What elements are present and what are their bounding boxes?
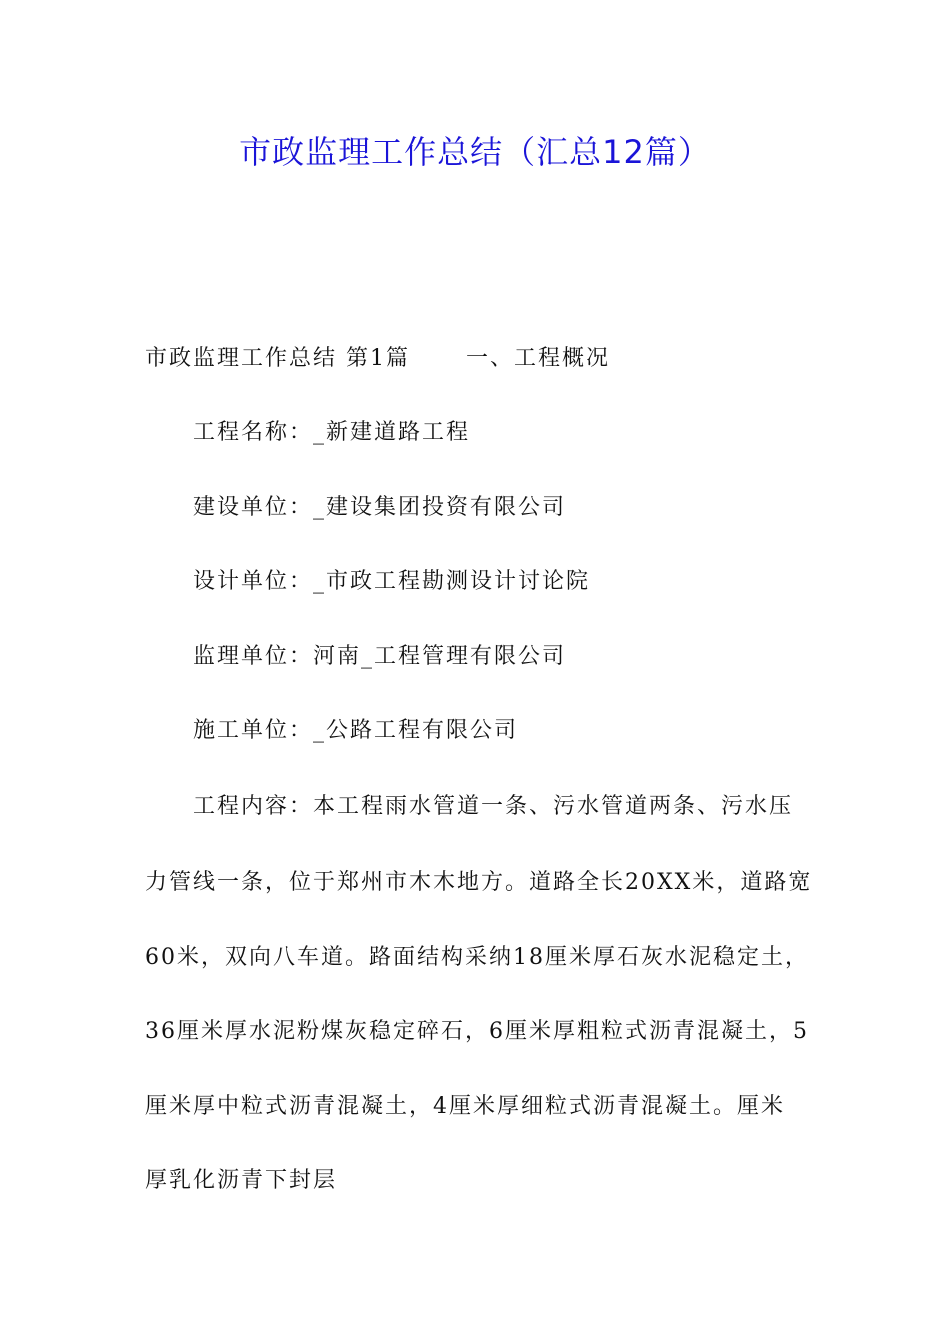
field-construction-unit: 建设单位：_建设集团投资有限公司 xyxy=(193,495,567,520)
document-title: 市政监理工作总结（汇总12篇） xyxy=(239,133,711,171)
content-line-5: 厘米厚中粒式沥青混凝土，4厘米厚细粒式沥青混凝土。厘米 xyxy=(145,1094,785,1119)
field-design-unit: 设计单位：_市政工程勘测设计讨论院 xyxy=(193,569,591,594)
section-heading-line xyxy=(145,344,610,374)
content-line-1: 工程内容：本工程雨水管道一条、污水管道两条、污水压 xyxy=(193,794,794,819)
field-project-name: 工程名称：_新建道路工程 xyxy=(193,420,471,445)
field-contractor-unit: 施工单位：_公路工程有限公司 xyxy=(193,718,519,743)
section-heading: 市政监理工作总结 第1篇 xyxy=(145,346,410,371)
content-line-3: 60米，双向八车道。路面结构采纳18厘米厚石灰水泥稳定土， xyxy=(145,945,809,970)
section-subheading: 一、工程概况 xyxy=(466,346,611,371)
content-line-2: 力管线一条，位于郑州市木木地方。道路全长20XX米，道路宽 xyxy=(145,870,813,895)
content-line-6: 厚乳化沥青下封层 xyxy=(145,1168,338,1193)
field-supervision-unit: 监理单位：河南_工程管理有限公司 xyxy=(193,644,567,669)
content-line-4: 36厘米厚水泥粉煤灰稳定碎石，6厘米厚粗粒式沥青混凝土，5 xyxy=(145,1019,809,1044)
